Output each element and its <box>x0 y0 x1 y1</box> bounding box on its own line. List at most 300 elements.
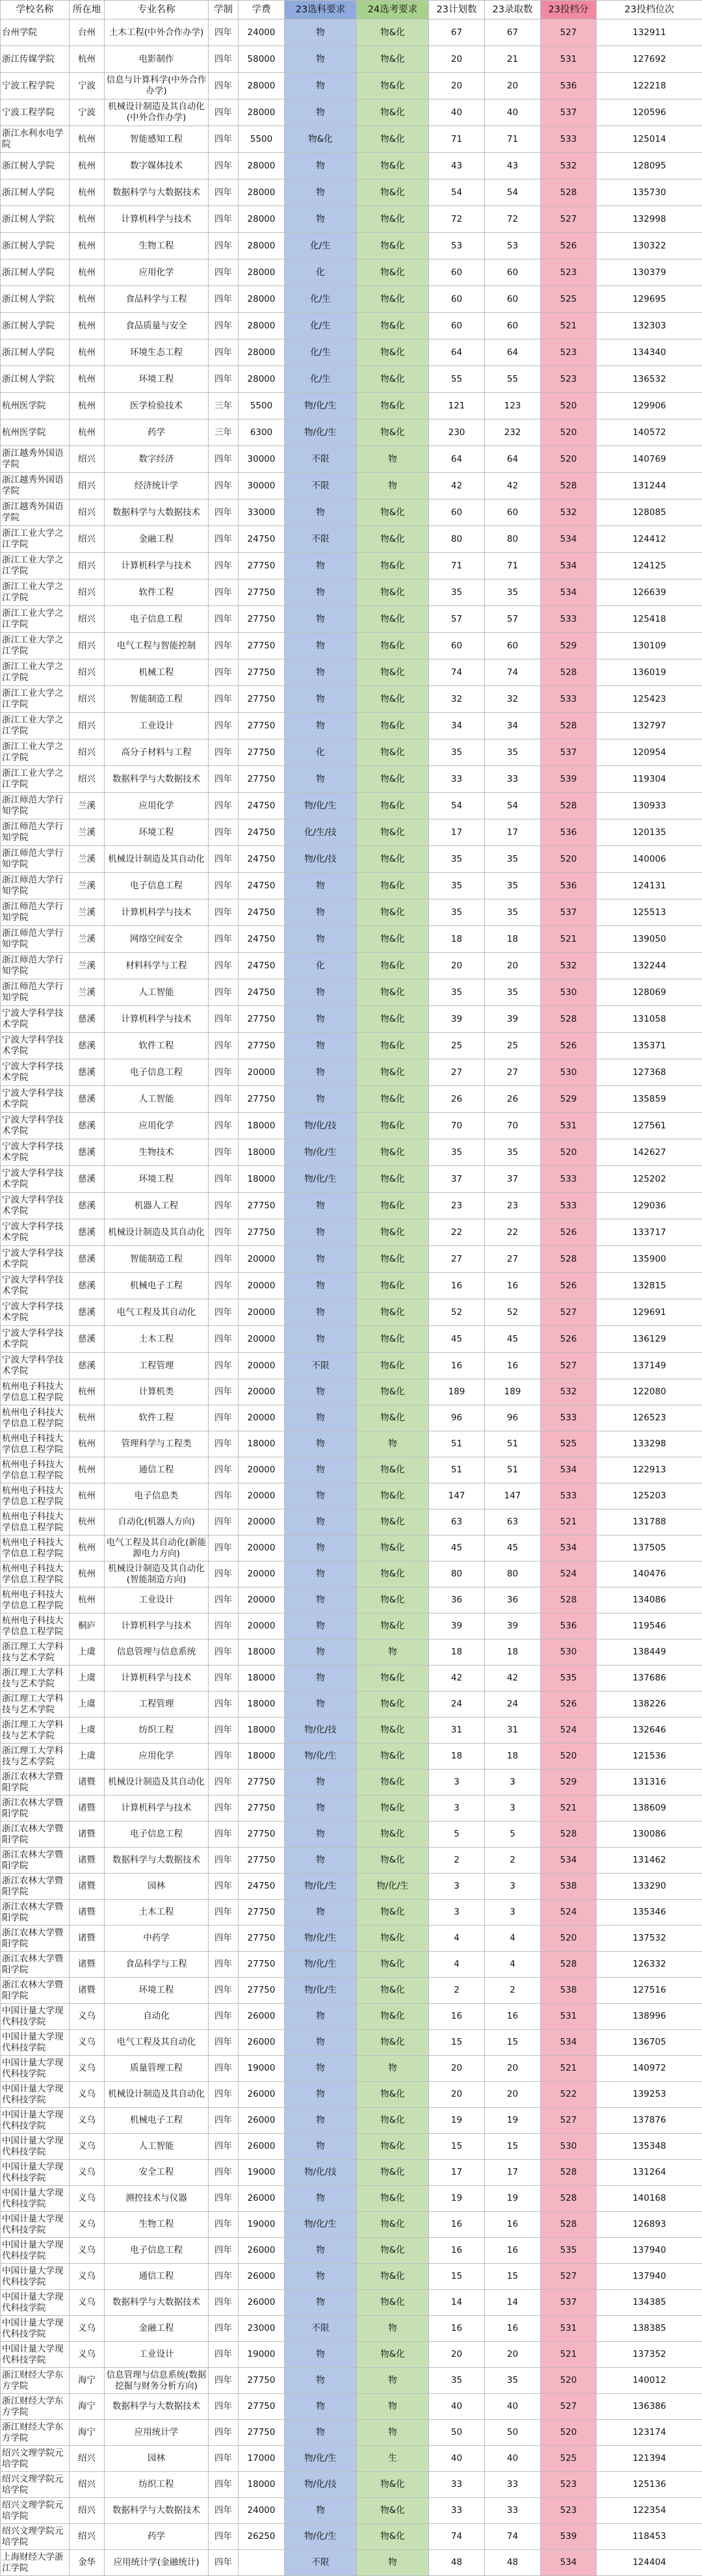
cell-req23: 物 <box>285 1299 357 1326</box>
cell-score23: 537 <box>541 2290 597 2316</box>
cell-admit23: 20 <box>485 2082 541 2108</box>
cell-plan23: 35 <box>429 899 485 926</box>
cell-duration: 四年 <box>209 1299 239 1326</box>
cell-plan23: 34 <box>429 713 485 739</box>
cell-plan23: 5 <box>429 1822 485 1848</box>
cell-req24: 物&化 <box>357 126 429 153</box>
cell-rank23: 134086 <box>597 1587 702 1613</box>
cell-school: 宁波工程学院 <box>1 73 70 100</box>
cell-req24: 物&化 <box>357 873 429 899</box>
cell-plan23: 20 <box>429 2056 485 2082</box>
cell-req24: 物&化 <box>357 1900 429 1926</box>
cell-major: 机械设计制造及其自动化(中外合作办学) <box>105 100 209 126</box>
cell-req23: 物/化/生 <box>285 1874 357 1900</box>
cell-admit23: 17 <box>485 819 541 846</box>
cell-school: 浙江工业大学之江学院 <box>1 633 70 659</box>
cell-req24: 物&化 <box>357 1086 429 1113</box>
cell-admit23: 35 <box>485 899 541 926</box>
cell-admit23: 2 <box>485 1848 541 1874</box>
cell-major: 高分子材料与工程 <box>105 739 209 766</box>
cell-plan23: 33 <box>429 2472 485 2498</box>
cell-score23: 533 <box>541 606 597 633</box>
cell-duration: 四年 <box>209 1666 239 1692</box>
table-row <box>1 926 702 953</box>
table-row <box>1 2186 702 2212</box>
cell-score23: 528 <box>541 2186 597 2212</box>
cell-score23: 534 <box>541 2030 597 2056</box>
table-row <box>1 846 702 873</box>
cell-score23: 532 <box>541 153 597 179</box>
cell-tuition: 26000 <box>239 2290 285 2316</box>
table-row <box>1 1587 702 1613</box>
cell-rank23: 125423 <box>597 686 702 713</box>
cell-score23: 529 <box>541 1770 597 1796</box>
cell-req24: 物 <box>357 2420 429 2446</box>
cell-school: 浙江树人学院 <box>1 153 70 179</box>
cell-location: 诸暨 <box>70 1848 105 1874</box>
cell-major: 材料科学与工程 <box>105 953 209 979</box>
header-cell-tuition: 学费 <box>239 1 285 20</box>
cell-rank23: 138996 <box>597 2004 702 2030</box>
cell-plan23: 2 <box>429 1848 485 1874</box>
cell-rank23: 136705 <box>597 2030 702 2056</box>
cell-req23: 物 <box>285 20 357 46</box>
cell-location: 杭州 <box>70 1379 105 1405</box>
cell-major: 机械电子工程 <box>105 1273 209 1299</box>
cell-major: 金融工程 <box>105 2316 209 2342</box>
cell-location: 慈溪 <box>70 1299 105 1326</box>
cell-req24: 物&化 <box>357 926 429 953</box>
cell-req23: 不限 <box>285 1353 357 1379</box>
cell-school: 中国计量大学现代科技学院 <box>1 2082 70 2108</box>
cell-admit23: 60 <box>485 286 541 313</box>
cell-req23: 物 <box>285 2498 357 2524</box>
cell-rank23: 121536 <box>597 1744 702 1770</box>
cell-rank23: 140769 <box>597 446 702 473</box>
cell-plan23: 33 <box>429 766 485 793</box>
cell-score23: 531 <box>541 2316 597 2342</box>
cell-duration: 四年 <box>209 2524 239 2550</box>
cell-tuition: 30000 <box>239 446 285 473</box>
cell-rank23: 132998 <box>597 206 702 233</box>
cell-plan23: 15 <box>429 2134 485 2160</box>
table-row <box>1 686 702 713</box>
cell-rank23: 138385 <box>597 2316 702 2342</box>
cell-duration: 四年 <box>209 793 239 819</box>
table-row <box>1 819 702 846</box>
table-row <box>1 1273 702 1299</box>
cell-tuition: 26000 <box>239 2238 285 2264</box>
cell-school: 宁波大学科学技术学院 <box>1 1193 70 1219</box>
cell-rank23: 125014 <box>597 126 702 153</box>
cell-admit23: 74 <box>485 659 541 686</box>
table-row <box>1 2030 702 2056</box>
cell-req23: 物 <box>285 1613 357 1640</box>
cell-duration: 四年 <box>209 1193 239 1219</box>
cell-duration: 四年 <box>209 819 239 846</box>
cell-location: 兰溪 <box>70 899 105 926</box>
cell-score23: 528 <box>541 1006 597 1033</box>
cell-admit23: 16 <box>485 2212 541 2238</box>
cell-req23: 物 <box>285 2004 357 2030</box>
cell-score23: 525 <box>541 286 597 313</box>
table-row <box>1 2420 702 2446</box>
cell-duration: 四年 <box>209 1353 239 1379</box>
cell-score23: 523 <box>541 2498 597 2524</box>
cell-req23: 物 <box>285 579 357 606</box>
cell-rank23: 124412 <box>597 526 702 553</box>
cell-duration: 四年 <box>209 633 239 659</box>
cell-duration: 四年 <box>209 1926 239 1952</box>
cell-major: 机械电子工程 <box>105 2108 209 2134</box>
cell-score23: 535 <box>541 1666 597 1692</box>
cell-admit23: 43 <box>485 153 541 179</box>
header-cell-rank23: 23投档位次 <box>597 1 702 20</box>
cell-plan23: 15 <box>429 2030 485 2056</box>
cell-duration: 四年 <box>209 2186 239 2212</box>
cell-location: 慈溪 <box>70 1006 105 1033</box>
cell-tuition: 27750 <box>239 766 285 793</box>
table-row <box>1 1848 702 1874</box>
cell-score23: 529 <box>541 1086 597 1113</box>
cell-admit23: 2 <box>485 1978 541 2004</box>
cell-req23: 物 <box>285 1692 357 1718</box>
cell-school: 浙江农林大学暨阳学院 <box>1 1978 70 2004</box>
cell-admit23: 33 <box>485 2498 541 2524</box>
cell-plan23: 19 <box>429 2108 485 2134</box>
cell-major: 信息管理与信息系统(数据挖掘与财务分析方向) <box>105 2368 209 2394</box>
table-row <box>1 1640 702 1666</box>
cell-major: 应用统计学 <box>105 2420 209 2446</box>
cell-rank23: 124125 <box>597 553 702 579</box>
cell-major: 医学检验技术 <box>105 393 209 419</box>
cell-rank23: 137876 <box>597 2108 702 2134</box>
table-row <box>1 2472 702 2498</box>
cell-location: 诸暨 <box>70 1770 105 1796</box>
cell-duration: 四年 <box>209 2264 239 2290</box>
cell-admit23: 39 <box>485 1613 541 1640</box>
cell-location: 杭州 <box>70 1587 105 1613</box>
cell-score23: 521 <box>541 313 597 339</box>
cell-tuition: 28000 <box>239 286 285 313</box>
cell-plan23: 16 <box>429 1273 485 1299</box>
cell-rank23: 138226 <box>597 1692 702 1718</box>
cell-duration: 四年 <box>209 2108 239 2134</box>
cell-tuition: 58000 <box>239 46 285 73</box>
cell-rank23: 119546 <box>597 1613 702 1640</box>
cell-duration: 四年 <box>209 713 239 739</box>
cell-location: 上虞 <box>70 1718 105 1744</box>
table-row <box>1 526 702 553</box>
cell-plan23: 20 <box>429 2082 485 2108</box>
cell-req23: 化/生 <box>285 286 357 313</box>
cell-admit23: 71 <box>485 553 541 579</box>
cell-plan23: 189 <box>429 1379 485 1405</box>
cell-req24: 物&化 <box>357 2238 429 2264</box>
cell-rank23: 131244 <box>597 473 702 499</box>
cell-req23: 物 <box>285 633 357 659</box>
cell-admit23: 42 <box>485 473 541 499</box>
cell-major: 自动化(机器人方向) <box>105 1509 209 1535</box>
cell-score23: 539 <box>541 766 597 793</box>
cell-tuition: 27750 <box>239 2420 285 2446</box>
cell-rank23: 134340 <box>597 339 702 366</box>
cell-req24: 物&化 <box>357 1848 429 1874</box>
cell-plan23: 16 <box>429 2212 485 2238</box>
cell-plan23: 23 <box>429 1193 485 1219</box>
header-cell-duration: 学制 <box>209 1 239 20</box>
cell-tuition: 24750 <box>239 953 285 979</box>
cell-req24: 物 <box>357 446 429 473</box>
cell-admit23: 50 <box>485 2420 541 2446</box>
cell-rank23: 130322 <box>597 233 702 259</box>
cell-score23: 536 <box>541 73 597 100</box>
cell-plan23: 55 <box>429 366 485 393</box>
cell-school: 宁波大学科学技术学院 <box>1 1353 70 1379</box>
cell-req23: 物 <box>285 1822 357 1848</box>
cell-rank23: 137352 <box>597 2342 702 2368</box>
cell-duration: 三年 <box>209 393 239 419</box>
cell-rank23: 136019 <box>597 659 702 686</box>
cell-major: 计算机科学与技术 <box>105 553 209 579</box>
cell-school: 浙江农林大学暨阳学院 <box>1 1770 70 1796</box>
cell-admit23: 55 <box>485 366 541 393</box>
cell-location: 兰溪 <box>70 953 105 979</box>
cell-score23: 538 <box>541 1874 597 1900</box>
cell-major: 机械工程 <box>105 659 209 686</box>
cell-school: 浙江树人学院 <box>1 286 70 313</box>
cell-req23: 物 <box>285 2238 357 2264</box>
cell-score23: 520 <box>541 1139 597 1166</box>
cell-school: 宁波大学科学技术学院 <box>1 1139 70 1166</box>
cell-score23: 534 <box>541 553 597 579</box>
cell-rank23: 139050 <box>597 926 702 953</box>
cell-duration: 四年 <box>209 473 239 499</box>
cell-req24: 物&化 <box>357 686 429 713</box>
cell-req23: 物 <box>285 1666 357 1692</box>
cell-req24: 物&化 <box>357 2082 429 2108</box>
cell-school: 浙江理工大学科技与艺术学院 <box>1 1718 70 1744</box>
cell-tuition: 27750 <box>239 1822 285 1848</box>
cell-location: 桐庐 <box>70 1613 105 1640</box>
cell-location: 绍兴 <box>70 2498 105 2524</box>
cell-req23: 物/化/技 <box>285 1718 357 1744</box>
cell-location: 慈溪 <box>70 1166 105 1193</box>
table-row <box>1 126 702 153</box>
table-row <box>1 1926 702 1952</box>
cell-score23: 534 <box>541 2550 597 2576</box>
cell-major: 电子信息工程 <box>105 1059 209 1086</box>
cell-location: 诸暨 <box>70 1900 105 1926</box>
table-row <box>1 606 702 633</box>
cell-major: 智能感知工程 <box>105 126 209 153</box>
cell-school: 杭州医学院 <box>1 419 70 446</box>
cell-location: 绍兴 <box>70 633 105 659</box>
cell-tuition: 27750 <box>239 1900 285 1926</box>
cell-duration: 四年 <box>209 606 239 633</box>
table-row <box>1 1822 702 1848</box>
cell-rank23: 140572 <box>597 419 702 446</box>
cell-tuition: 18000 <box>239 1666 285 1692</box>
cell-duration: 四年 <box>209 2082 239 2108</box>
cell-req23: 物 <box>285 206 357 233</box>
cell-rank23: 122354 <box>597 2498 702 2524</box>
cell-plan23: 72 <box>429 206 485 233</box>
cell-rank23: 135371 <box>597 1033 702 1059</box>
table-row <box>1 1666 702 1692</box>
cell-duration: 四年 <box>209 766 239 793</box>
cell-rank23: 125203 <box>597 1483 702 1509</box>
cell-rank23: 135730 <box>597 179 702 206</box>
cell-admit23: 16 <box>485 2004 541 2030</box>
cell-rank23: 132815 <box>597 1273 702 1299</box>
cell-plan23: 35 <box>429 979 485 1006</box>
cell-plan23: 50 <box>429 2420 485 2446</box>
cell-plan23: 54 <box>429 793 485 819</box>
table-row <box>1 2316 702 2342</box>
cell-location: 杭州 <box>70 153 105 179</box>
cell-location: 兰溪 <box>70 979 105 1006</box>
cell-admit23: 26 <box>485 1086 541 1113</box>
cell-duration: 四年 <box>209 2498 239 2524</box>
cell-location: 绍兴 <box>70 579 105 606</box>
cell-location: 杭州 <box>70 233 105 259</box>
cell-plan23: 18 <box>429 926 485 953</box>
cell-location: 诸暨 <box>70 1926 105 1952</box>
cell-major: 中药学 <box>105 1926 209 1952</box>
cell-school: 中国计量大学现代科技学院 <box>1 2108 70 2134</box>
cell-plan23: 27 <box>429 1246 485 1273</box>
cell-tuition: 20000 <box>239 1273 285 1299</box>
cell-school: 杭州电子科技大学信息工程学院 <box>1 1431 70 1457</box>
cell-major: 软件工程 <box>105 1405 209 1431</box>
cell-location: 绍兴 <box>70 526 105 553</box>
cell-req23: 物 <box>285 1379 357 1405</box>
cell-req24: 物&化 <box>357 1166 429 1193</box>
cell-school: 中国计量大学现代科技学院 <box>1 2134 70 2160</box>
cell-major: 机械设计制造及其自动化 <box>105 2082 209 2108</box>
cell-score23: 527 <box>541 20 597 46</box>
cell-admit23: 189 <box>485 1379 541 1405</box>
cell-duration: 四年 <box>209 2160 239 2186</box>
cell-admit23: 16 <box>485 1353 541 1379</box>
cell-admit23: 35 <box>485 579 541 606</box>
cell-req24: 物&化 <box>357 1379 429 1405</box>
cell-major: 环境工程 <box>105 1978 209 2004</box>
table-row <box>1 1874 702 1900</box>
cell-school: 中国计量大学现代科技学院 <box>1 2030 70 2056</box>
cell-rank23: 136532 <box>597 366 702 393</box>
cell-tuition: 19000 <box>239 2342 285 2368</box>
table-row <box>1 2108 702 2134</box>
cell-major: 应用化学 <box>105 1113 209 1139</box>
cell-tuition: 28000 <box>239 100 285 126</box>
table-row <box>1 153 702 179</box>
cell-req23: 物 <box>285 1848 357 1874</box>
cell-school: 宁波工程学院 <box>1 100 70 126</box>
cell-score23: 528 <box>541 659 597 686</box>
cell-req24: 物&化 <box>357 2264 429 2290</box>
cell-req23: 物 <box>285 1405 357 1431</box>
cell-plan23: 64 <box>429 446 485 473</box>
cell-req23: 物 <box>285 1059 357 1086</box>
cell-school: 浙江财经大学东方学院 <box>1 2420 70 2446</box>
cell-score23: 523 <box>541 366 597 393</box>
cell-major: 计算机科学与技术 <box>105 1796 209 1822</box>
cell-school: 浙江树人学院 <box>1 179 70 206</box>
cell-rank23: 129695 <box>597 286 702 313</box>
cell-admit23: 96 <box>485 1405 541 1431</box>
cell-score23: 526 <box>541 1273 597 1299</box>
cell-admit23: 3 <box>485 1874 541 1900</box>
cell-major: 电子信息类 <box>105 1483 209 1509</box>
cell-score23: 528 <box>541 473 597 499</box>
cell-req24: 物&化 <box>357 819 429 846</box>
cell-req23: 物 <box>285 1273 357 1299</box>
cell-score23: 524 <box>541 1900 597 1926</box>
cell-plan23: 24 <box>429 1692 485 1718</box>
cell-major: 应用化学 <box>105 793 209 819</box>
cell-tuition: 28000 <box>239 179 285 206</box>
cell-req24: 物&化 <box>357 179 429 206</box>
cell-plan23: 51 <box>429 1457 485 1483</box>
cell-req24: 物&化 <box>357 953 429 979</box>
cell-plan23: 26 <box>429 1086 485 1113</box>
cell-req23: 物/化/生 <box>285 2446 357 2472</box>
cell-major: 纺织工程 <box>105 2472 209 2498</box>
cell-req23: 物 <box>285 153 357 179</box>
cell-plan23: 42 <box>429 473 485 499</box>
cell-tuition: 24000 <box>239 2498 285 2524</box>
table-row <box>1 1006 702 1033</box>
cell-score23: 521 <box>541 1509 597 1535</box>
cell-plan23: 20 <box>429 2342 485 2368</box>
cell-major: 安全工程 <box>105 2160 209 2186</box>
cell-major: 测控技术与仪器 <box>105 2186 209 2212</box>
cell-admit23: 27 <box>485 1059 541 1086</box>
cell-duration: 四年 <box>209 2316 239 2342</box>
cell-admit23: 54 <box>485 793 541 819</box>
cell-rank23: 137532 <box>597 1926 702 1952</box>
cell-rank23: 140476 <box>597 1561 702 1587</box>
cell-plan23: 40 <box>429 2446 485 2472</box>
cell-major: 电子信息工程 <box>105 1822 209 1848</box>
cell-admit23: 18 <box>485 1744 541 1770</box>
cell-score23: 520 <box>541 419 597 446</box>
cell-location: 诸暨 <box>70 1796 105 1822</box>
cell-tuition: 27750 <box>239 659 285 686</box>
cell-admit23: 20 <box>485 73 541 100</box>
cell-score23: 536 <box>541 819 597 846</box>
table-row <box>1 2238 702 2264</box>
header-cell-location: 所在地 <box>70 1 105 20</box>
cell-duration: 四年 <box>209 2030 239 2056</box>
cell-tuition: 26000 <box>239 2108 285 2134</box>
cell-tuition: 28000 <box>239 233 285 259</box>
cell-admit23: 15 <box>485 2264 541 2290</box>
cell-score23: 530 <box>541 1640 597 1666</box>
cell-school: 浙江工业大学之江学院 <box>1 553 70 579</box>
cell-duration: 四年 <box>209 579 239 606</box>
cell-duration: 四年 <box>209 1848 239 1874</box>
cell-req24: 物&化 <box>357 2212 429 2238</box>
cell-admit23: 60 <box>485 499 541 526</box>
cell-rank23: 131058 <box>597 1006 702 1033</box>
cell-admit23: 35 <box>485 2368 541 2394</box>
cell-admit23: 3 <box>485 1796 541 1822</box>
cell-admit23: 16 <box>485 2238 541 2264</box>
cell-location: 慈溪 <box>70 1086 105 1113</box>
